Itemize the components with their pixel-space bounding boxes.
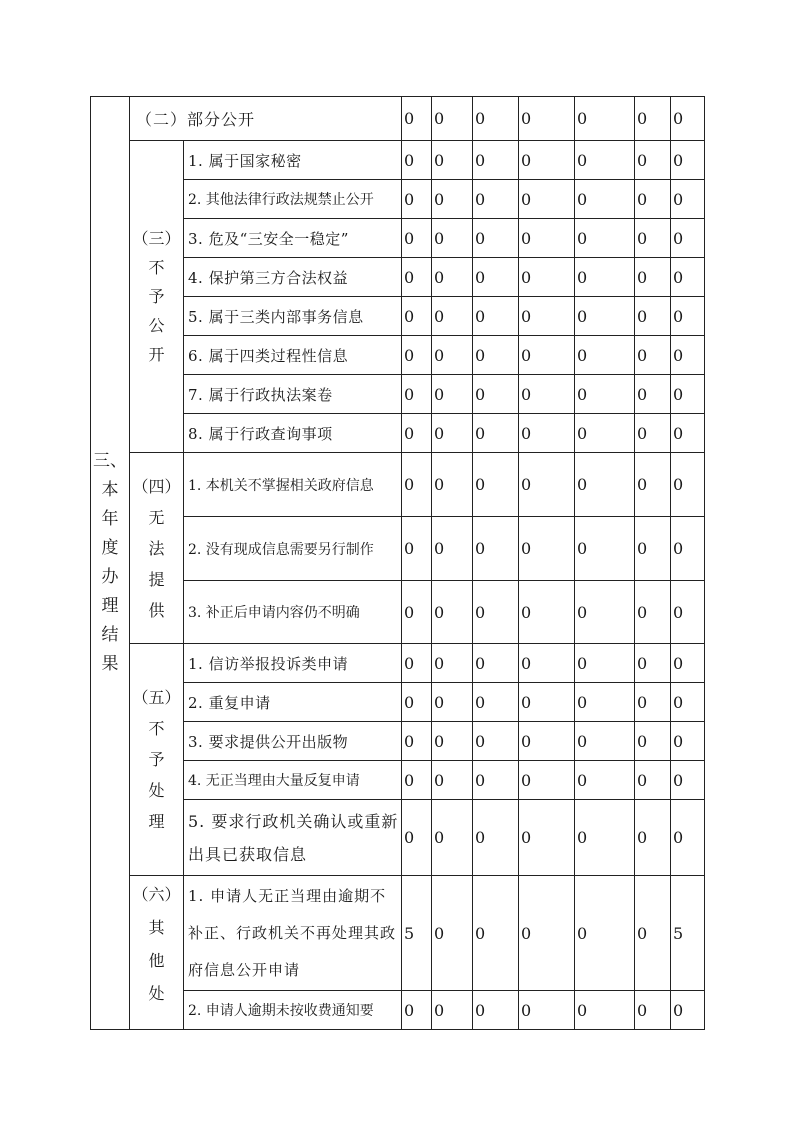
table-row xyxy=(91,581,705,644)
group-label-not-open: （三） 不 予 公 开 xyxy=(130,141,184,453)
row-label-partial-open: （二）部分公开 xyxy=(130,97,402,141)
value-cell: 0 xyxy=(473,761,519,800)
value-cell: 0 xyxy=(402,517,432,581)
value-cell: 0 xyxy=(519,683,575,722)
value-cell: 0 xyxy=(432,375,473,414)
group-label-other: （六） 其 他 处 xyxy=(130,876,184,1030)
value-cell: 0 xyxy=(473,141,519,180)
value-cell: 0 xyxy=(635,258,671,297)
table-row xyxy=(91,800,705,876)
value-cell: 0 xyxy=(473,876,519,991)
section-label: 三、 本 年 度 办 理 结 果 xyxy=(91,97,130,1030)
value-cell: 0 xyxy=(671,97,705,141)
value-cell: 0 xyxy=(432,683,473,722)
value-cell: 0 xyxy=(432,414,473,453)
value-cell: 0 xyxy=(519,97,575,141)
value-cell: 0 xyxy=(402,297,432,336)
value-cell: 0 xyxy=(671,991,705,1030)
value-cell: 0 xyxy=(635,219,671,258)
table-row xyxy=(91,336,705,375)
value-cell: 0 xyxy=(519,644,575,683)
value-cell: 0 xyxy=(432,722,473,761)
value-cell: 0 xyxy=(671,219,705,258)
value-cell: 0 xyxy=(402,97,432,141)
value-cell: 0 xyxy=(671,644,705,683)
value-cell: 0 xyxy=(402,761,432,800)
value-cell: 0 xyxy=(402,683,432,722)
results-table xyxy=(90,96,705,1030)
value-cell: 0 xyxy=(473,644,519,683)
row-label: 5. 属于三类内部事务信息 xyxy=(184,297,402,336)
value-cell: 0 xyxy=(402,141,432,180)
value-cell: 0 xyxy=(635,297,671,336)
value-cell: 0 xyxy=(671,761,705,800)
row-label: 2. 其他法律行政法规禁止公开 xyxy=(184,180,402,219)
value-cell: 0 xyxy=(519,180,575,219)
group-label-not-processed: （五） 不 予 处 理 xyxy=(130,644,184,876)
value-cell: 0 xyxy=(519,581,575,644)
value-cell: 0 xyxy=(432,644,473,683)
row-label: 1. 属于国家秘密 xyxy=(184,141,402,180)
value-cell: 0 xyxy=(575,876,635,991)
value-cell: 0 xyxy=(519,375,575,414)
value-cell: 0 xyxy=(635,453,671,517)
value-cell: 0 xyxy=(473,453,519,517)
value-cell: 0 xyxy=(635,876,671,991)
row-label: 7. 属于行政执法案卷 xyxy=(184,375,402,414)
table-row xyxy=(91,180,705,219)
value-cell: 0 xyxy=(473,336,519,375)
value-cell: 0 xyxy=(575,414,635,453)
value-cell: 0 xyxy=(635,644,671,683)
value-cell: 0 xyxy=(671,453,705,517)
value-cell: 0 xyxy=(402,722,432,761)
table-row xyxy=(91,297,705,336)
value-cell: 0 xyxy=(575,97,635,141)
value-cell: 0 xyxy=(473,219,519,258)
value-cell: 0 xyxy=(635,991,671,1030)
value-cell: 0 xyxy=(635,722,671,761)
value-cell: 0 xyxy=(671,581,705,644)
row-label: 1. 信访举报投诉类申请 xyxy=(184,644,402,683)
value-cell: 0 xyxy=(519,297,575,336)
table-row xyxy=(91,761,705,800)
value-cell: 0 xyxy=(519,219,575,258)
table-row xyxy=(91,258,705,297)
value-cell: 0 xyxy=(473,414,519,453)
row-label: 5. 要求行政机关确认或重新出具已获取信息 xyxy=(184,800,402,876)
value-cell: 0 xyxy=(432,453,473,517)
value-cell: 0 xyxy=(473,581,519,644)
value-cell: 0 xyxy=(575,761,635,800)
value-cell: 0 xyxy=(575,141,635,180)
row-label: 1. 申请人无正当理由逾期不补正、行政机关不再处理其政府信息公开申请 xyxy=(184,876,402,991)
value-cell: 0 xyxy=(473,722,519,761)
value-cell: 0 xyxy=(671,517,705,581)
value-cell: 0 xyxy=(473,258,519,297)
value-cell: 0 xyxy=(671,297,705,336)
value-cell: 0 xyxy=(432,219,473,258)
value-cell: 0 xyxy=(432,800,473,876)
value-cell: 0 xyxy=(575,219,635,258)
value-cell: 0 xyxy=(519,414,575,453)
table-row xyxy=(91,141,705,180)
value-cell: 0 xyxy=(635,180,671,219)
value-cell: 0 xyxy=(519,761,575,800)
value-cell: 0 xyxy=(635,97,671,141)
value-cell: 0 xyxy=(575,517,635,581)
value-cell: 0 xyxy=(575,258,635,297)
table-row xyxy=(91,876,705,991)
value-cell: 0 xyxy=(671,336,705,375)
value-cell: 0 xyxy=(432,258,473,297)
value-cell: 0 xyxy=(575,683,635,722)
value-cell: 0 xyxy=(671,683,705,722)
value-cell: 0 xyxy=(575,375,635,414)
table-row xyxy=(91,414,705,453)
value-cell: 0 xyxy=(402,219,432,258)
row-label: 3. 危及“三安全一稳定” xyxy=(184,219,402,258)
value-cell: 0 xyxy=(402,581,432,644)
value-cell: 0 xyxy=(402,336,432,375)
value-cell: 5 xyxy=(402,876,432,991)
row-label: 2. 没有现成信息需要另行制作 xyxy=(184,517,402,581)
value-cell: 0 xyxy=(671,722,705,761)
value-cell: 0 xyxy=(519,141,575,180)
value-cell: 0 xyxy=(635,683,671,722)
value-cell: 0 xyxy=(671,180,705,219)
value-cell: 0 xyxy=(473,991,519,1030)
value-cell: 0 xyxy=(402,180,432,219)
value-cell: 0 xyxy=(671,141,705,180)
value-cell: 0 xyxy=(432,141,473,180)
value-cell: 0 xyxy=(432,517,473,581)
value-cell: 0 xyxy=(402,453,432,517)
value-cell: 0 xyxy=(402,991,432,1030)
value-cell: 0 xyxy=(671,800,705,876)
value-cell: 0 xyxy=(671,258,705,297)
value-cell: 0 xyxy=(671,414,705,453)
value-cell: 0 xyxy=(519,517,575,581)
value-cell: 0 xyxy=(473,800,519,876)
row-label: 4. 保护第三方合法权益 xyxy=(184,258,402,297)
group-label-cannot-provide: （四） 无 法 提 供 xyxy=(130,453,184,644)
value-cell: 0 xyxy=(635,414,671,453)
value-cell: 0 xyxy=(473,97,519,141)
value-cell: 0 xyxy=(473,517,519,581)
value-cell: 0 xyxy=(432,336,473,375)
value-cell: 0 xyxy=(402,258,432,297)
value-cell: 0 xyxy=(635,375,671,414)
value-cell: 0 xyxy=(473,375,519,414)
value-cell: 0 xyxy=(635,141,671,180)
table-row xyxy=(91,375,705,414)
value-cell: 0 xyxy=(575,991,635,1030)
row-label: 3. 补正后申请内容仍不明确 xyxy=(184,581,402,644)
table-row xyxy=(91,219,705,258)
value-cell: 0 xyxy=(519,722,575,761)
value-cell: 0 xyxy=(402,800,432,876)
value-cell: 0 xyxy=(432,297,473,336)
row-label: 8. 属于行政查询事项 xyxy=(184,414,402,453)
value-cell: 0 xyxy=(402,644,432,683)
value-cell: 0 xyxy=(519,258,575,297)
value-cell: 0 xyxy=(432,876,473,991)
table-row xyxy=(91,453,705,517)
value-cell: 0 xyxy=(671,375,705,414)
value-cell: 0 xyxy=(575,180,635,219)
table-row xyxy=(91,722,705,761)
row-label: 3. 要求提供公开出版物 xyxy=(184,722,402,761)
row-label: 2. 重复申请 xyxy=(184,683,402,722)
value-cell: 0 xyxy=(519,991,575,1030)
value-cell: 0 xyxy=(575,581,635,644)
value-cell: 0 xyxy=(432,991,473,1030)
value-cell: 0 xyxy=(519,453,575,517)
row-label: 2. 申请人逾期未按收费通知要 xyxy=(184,991,402,1030)
table-row xyxy=(91,683,705,722)
row-label: 1. 本机关不掌握相关政府信息 xyxy=(184,453,402,517)
value-cell: 0 xyxy=(402,414,432,453)
value-cell: 0 xyxy=(635,517,671,581)
value-cell: 0 xyxy=(432,581,473,644)
row-label: 6. 属于四类过程性信息 xyxy=(184,336,402,375)
value-cell: 0 xyxy=(635,336,671,375)
value-cell: 0 xyxy=(575,644,635,683)
value-cell: 0 xyxy=(519,800,575,876)
value-cell: 0 xyxy=(432,97,473,141)
table-row xyxy=(91,991,705,1030)
table-row xyxy=(91,97,705,141)
value-cell: 0 xyxy=(575,336,635,375)
value-cell: 0 xyxy=(402,375,432,414)
value-cell: 0 xyxy=(635,761,671,800)
value-cell: 0 xyxy=(635,581,671,644)
value-cell: 0 xyxy=(473,683,519,722)
value-cell: 0 xyxy=(575,453,635,517)
value-cell: 0 xyxy=(473,180,519,219)
value-cell: 0 xyxy=(575,722,635,761)
value-cell: 0 xyxy=(432,761,473,800)
table-row xyxy=(91,517,705,581)
value-cell: 0 xyxy=(473,297,519,336)
value-cell: 0 xyxy=(575,297,635,336)
value-cell: 0 xyxy=(635,800,671,876)
value-cell: 0 xyxy=(575,800,635,876)
value-cell: 0 xyxy=(432,180,473,219)
value-cell: 0 xyxy=(519,336,575,375)
value-cell: 0 xyxy=(519,876,575,991)
value-cell: 5 xyxy=(671,876,705,991)
table-row xyxy=(91,644,705,683)
row-label: 4. 无正当理由大量反复申请 xyxy=(184,761,402,800)
